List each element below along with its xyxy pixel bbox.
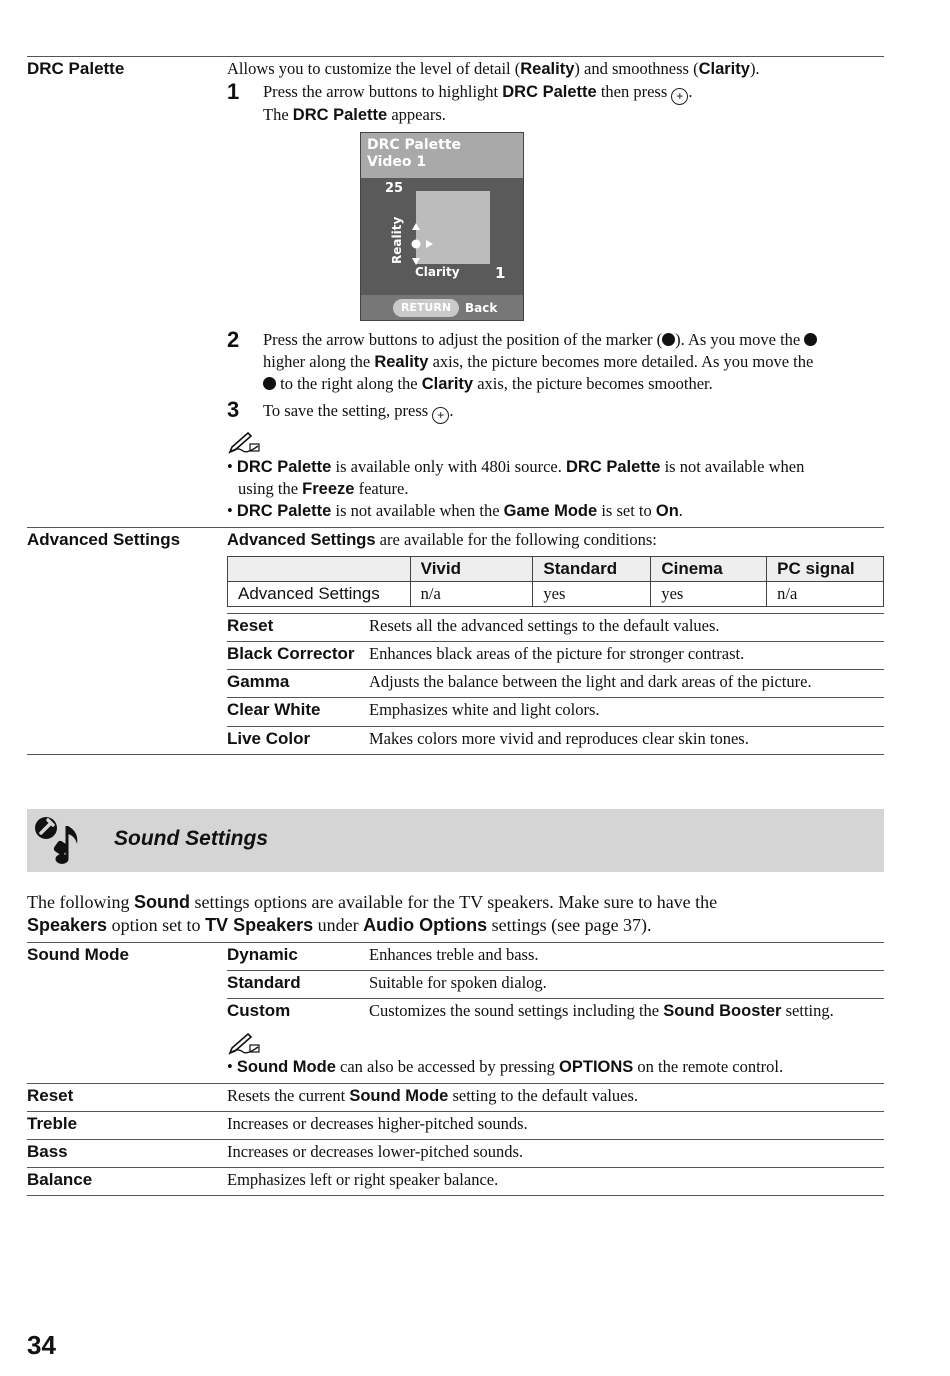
advanced-item-term: Black Corrector	[227, 644, 355, 663]
marker-dot-icon	[263, 377, 276, 390]
table-header-cell: Standard	[533, 557, 651, 582]
page-number: 34	[27, 1330, 56, 1360]
table-header-cell	[228, 557, 411, 582]
sound-item-term: Balance	[27, 1170, 93, 1189]
advanced-item-desc: Adjusts the balance between the light and dark areas of the picture.	[369, 672, 812, 691]
advanced-item-desc: Enhances black areas of the picture for stronger contrast.	[369, 644, 745, 663]
advanced-item-term: Clear White	[227, 700, 321, 719]
sound-intro-line1: The following Sound settings options are available for the TV speakers. Make sure to have the	[27, 892, 718, 912]
sound-item-desc: Emphasizes left or right speaker balance.	[227, 1170, 499, 1189]
step3-text: To save the setting, press + .	[263, 401, 454, 422]
table-cell: n/a	[767, 582, 884, 607]
wrench-music-note-icon	[33, 814, 85, 868]
note-pencil-icon	[227, 432, 261, 454]
enter-button-icon: +	[432, 407, 449, 424]
sound-mode-item-desc: Enhances treble and bass.	[369, 945, 539, 964]
table-header-cell: Vivid	[410, 557, 533, 582]
step1-result: The DRC Palette appears.	[263, 105, 446, 124]
enter-button-icon: +	[671, 88, 688, 105]
step-number: 1	[227, 79, 240, 104]
drc-marker-icon	[407, 221, 437, 267]
drc-intro: Allows you to customize the level of detail (Reality) and smoothness (Clarity).	[227, 59, 760, 78]
sound-mode-item-term: Dynamic	[227, 945, 298, 964]
rule	[27, 1111, 884, 1112]
sound-mode-term: Sound Mode	[27, 945, 129, 964]
step-number: 3	[227, 397, 240, 422]
drc-clarity-axis-label: Clarity	[415, 265, 460, 279]
drc-palette-screen	[360, 132, 524, 321]
drc-screen-header	[361, 133, 523, 178]
advanced-item-term: Gamma	[227, 672, 290, 691]
rule	[27, 1139, 884, 1140]
drc-screen-footer	[361, 295, 523, 321]
marker-dot-icon	[662, 333, 675, 346]
advanced-item-desc: Makes colors more vivid and reproduces clear skin tones.	[369, 729, 749, 748]
drc-reality-axis-label: Reality	[390, 216, 404, 264]
rule	[227, 641, 884, 642]
table-row-header: Advanced Settings	[228, 582, 411, 607]
sound-reset-desc: Resets the current Sound Mode setting to the default values.	[227, 1086, 639, 1105]
step-number: 2	[227, 327, 240, 352]
drc-min-label: 1	[495, 264, 506, 282]
table-cell: n/a	[410, 582, 533, 607]
rule	[227, 998, 884, 999]
step2-line1: Press the arrow buttons to adjust the position of the marker ( ). As you move the	[263, 329, 817, 351]
sound-reset-term: Reset	[27, 1086, 74, 1105]
drc-screen-title: DRC Palette	[367, 137, 462, 153]
drc-palette-term: DRC Palette	[27, 59, 125, 78]
drc-note1-line1: • DRC Palette is available only with 480i source. DRC Palette is not available when	[227, 457, 805, 476]
sound-item-desc: Increases or decreases higher-pitched sounds.	[227, 1114, 528, 1133]
back-label: Back	[465, 301, 498, 315]
rule	[227, 726, 884, 727]
drc-note2: • DRC Palette is not available when the Game Mode is set to On.	[227, 501, 683, 520]
drc-max-label: 25	[385, 181, 404, 196]
rule	[27, 942, 884, 943]
step2-line3: to the right along the Clarity axis, the picture becomes smoother.	[263, 373, 713, 395]
advanced-intro: Advanced Settings are available for the following conditions:	[227, 530, 657, 549]
marker-dot-icon	[804, 333, 817, 346]
table-header-cell: PC signal	[767, 557, 884, 582]
sound-settings-banner	[27, 809, 884, 872]
rule	[27, 56, 884, 57]
sound-mode-item-term: Standard	[227, 973, 301, 992]
rule	[227, 970, 884, 971]
rule	[27, 754, 884, 755]
sound-intro-line2: Speakers option set to TV Speakers under Audio Options settings (see page 37).	[27, 915, 652, 935]
sound-settings-title: Sound Settings	[114, 827, 268, 850]
table-header-row	[228, 557, 884, 582]
rule	[27, 1195, 884, 1196]
return-button: RETURN	[393, 299, 459, 317]
sound-mode-item-desc: Customizes the sound settings including the Sound Booster setting.	[369, 1001, 834, 1020]
rule	[27, 527, 884, 528]
sound-item-desc: Increases or decreases lower-pitched sounds.	[227, 1142, 524, 1161]
step1-text: Press the arrow buttons to highlight DRC Palette then press + .	[263, 82, 693, 103]
conditions-table	[227, 556, 884, 607]
drc-note1-line2: using the Freeze feature.	[238, 479, 409, 498]
rule	[27, 1167, 884, 1168]
sound-mode-item-desc: Suitable for spoken dialog.	[369, 973, 547, 992]
sound-item-term: Bass	[27, 1142, 68, 1161]
table-header-cell: Cinema	[651, 557, 767, 582]
sound-mode-note: • Sound Mode can also be accessed by pressing OPTIONS on the remote control.	[227, 1057, 784, 1076]
sound-mode-item-term: Custom	[227, 1001, 291, 1020]
step2-line2: higher along the Reality axis, the picture becomes more detailed. As you move the	[263, 352, 814, 371]
advanced-item-desc: Resets all the advanced settings to the default values.	[369, 616, 720, 635]
rule	[227, 613, 884, 614]
advanced-item-desc: Emphasizes white and light colors.	[369, 700, 600, 719]
advanced-item-term: Reset	[227, 616, 274, 635]
rule	[227, 669, 884, 670]
sound-item-term: Treble	[27, 1114, 78, 1133]
advanced-item-term: Live Color	[227, 729, 311, 748]
table-row	[228, 582, 884, 607]
table-cell: yes	[651, 582, 767, 607]
table-cell: yes	[533, 582, 651, 607]
advanced-settings-term: Advanced Settings	[27, 530, 181, 549]
drc-screen-input: Video 1	[367, 154, 427, 170]
rule	[27, 1083, 884, 1084]
rule	[227, 697, 884, 698]
note-pencil-icon	[227, 1033, 261, 1055]
